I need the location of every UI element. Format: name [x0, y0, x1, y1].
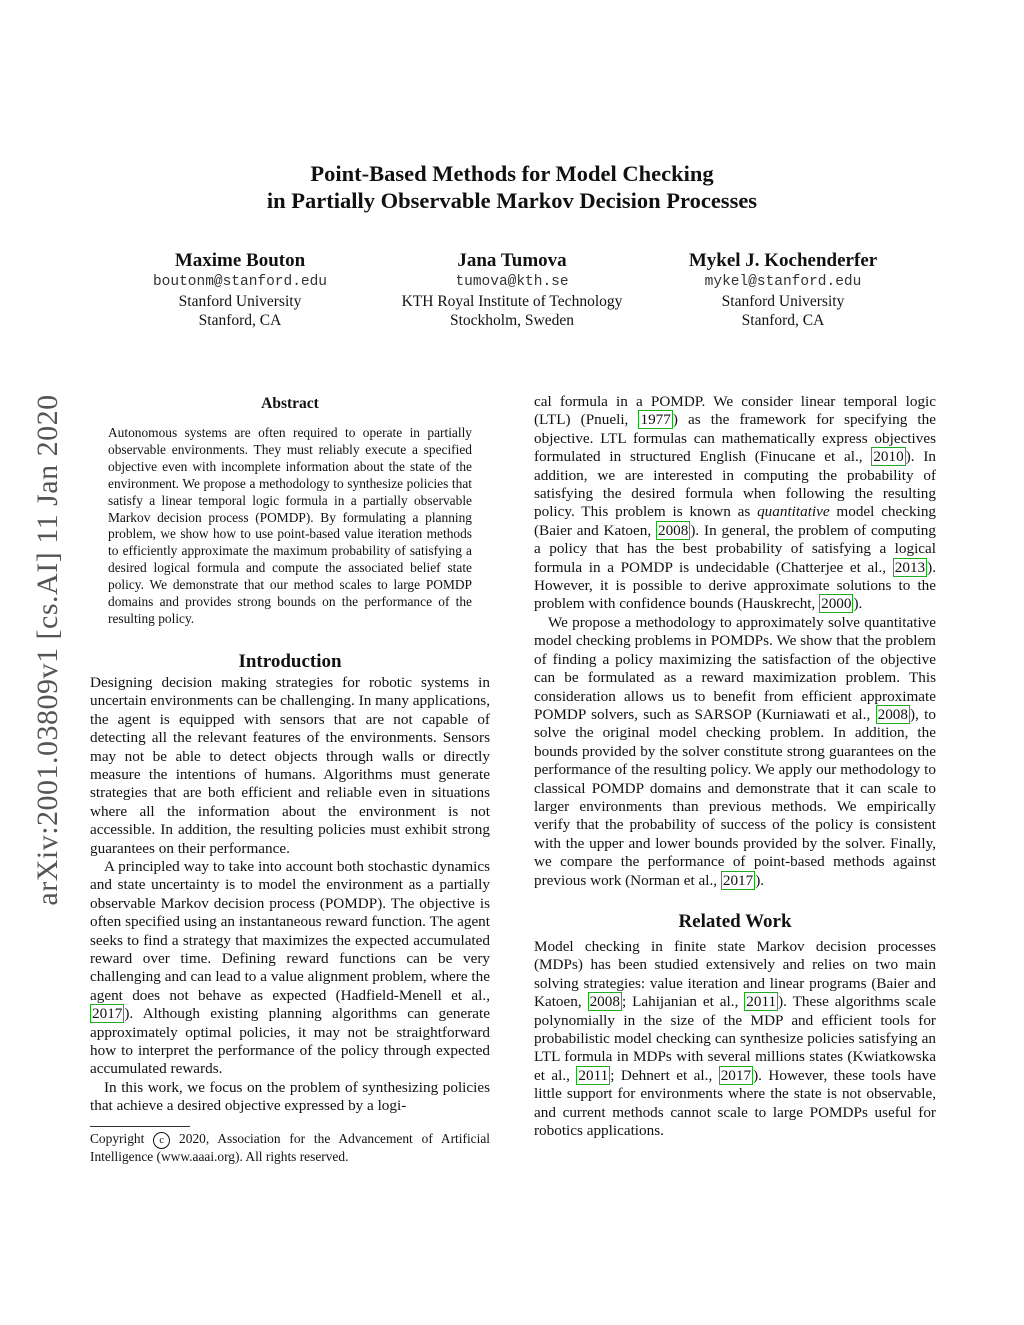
citation-link[interactable]: 2017 — [720, 1066, 752, 1084]
author-name: Jana Tumova — [457, 250, 567, 271]
citation-link[interactable]: 2008 — [657, 521, 689, 539]
intro-paragraph: We propose a methodology to approximately solve quantitative model checking problems in POMDPs. We show that the problem of finding a policy maximizing the satisfaction of the objective can be formulated as a reward maximization problem. This consideration allows us to benefit from efficient approximate POMDP solvers, such as SARSOP (Kurniawati et al., 2008 ), to solve the original model checking problem. In addition, the bounds provided by the solver constitute strong guarantees on the performance of the resulting policy. We apply our methodology to classical POMDP domains and demonstrate that it can scale to larger environments than previous methods. We empirically verify that the probability of success of the policy is consistent with the upper and lower bounds provided by the solver. Finally, we compare the performance of point-based methods against previous work (Norman et al., 2017 ). — [534, 613, 936, 889]
citation-link[interactable]: 2010 — [873, 448, 904, 466]
author-email: boutonm@stanford.edu — [152, 274, 328, 290]
author-affiliation: KTH Royal Institute of Technology — [401, 293, 623, 310]
intro-paragraph: cal formula in a POMDP. We consider linear temporal logic (LTL) (Pnueli, 1977 ) as the framework for specifying the objective. LTL formulas can mathematically express objectives formulated in structured English (Finucane et al., 2010 ). In addition, we are interested in computing the probability of satisfying the desired formula when following the resulting policy. This problem is known as quantitative model checking (Baier and Katoen, 2008 ). In general, the problem of computing a policy that has the best probability of satisfying a logical formula in a POMDP is undecidable (Chatterjee et al., 2013 ). However, it is possible to derive approximate solutions to the problem with confidence bounds (Hauskrecht, 2000 ). — [534, 393, 937, 613]
author-name: Maxime Bouton — [174, 250, 306, 271]
author-affiliation: Stanford University — [178, 293, 302, 310]
author-location: Stanford, CA — [741, 312, 825, 329]
author-email: tumova@kth.se — [455, 274, 569, 290]
abstract-text: Autonomous systems are often required to operate in partially observable environments. They must reliably execute a specified objective even with incomplete information about the state of the environment. We propose a methodology to synthesize policies that satisfy a linear temporal logic formula in a partially observable Markov decision process (POMDP). By formulating a planning problem, we show how to use point-based value iteration methods to efficiently approximate the maximum probability of satisfying a desired logical formula and compute the associated belief state policy. We demonstrate that our method scales to large POMDP domains and provides strong bounds on the performance of the resulting policy. — [108, 425, 472, 626]
author-name: Mykel J. Kochenderfer — [688, 250, 878, 271]
author-location: Stockholm, Sweden — [450, 312, 574, 329]
citation-link[interactable]: 2008 — [589, 993, 620, 1011]
intro-paragraph: A principled way to take into account both stochastic dynamics and state uncertainty is to model the environment as a partially observable Markov decision process (POMDP). The objective is often specified using an instantaneous reward function. The agent seeks to find a strategy that maximizes the expected accumulated reward over time. Defining reward functions can be very challenging and can lead to a value alignment problem, where the agent does not behave as expected (Hadfield-Menell et al., 2017 ). Although existing planning algorithms can generate approximately optimal policies, it may not be straightforward how to interpret the performance of the policy through expected accumulated rewards. — [90, 857, 490, 1078]
left-column — [90, 393, 490, 1165]
author-location: Stanford, CA — [198, 312, 282, 329]
intro-paragraph: In this work, we focus on the problem of synthesizing policies that achieve a desired objective expressed by a logi- — [90, 1078, 490, 1115]
copyright-symbol: c — [153, 1132, 170, 1149]
citation-link[interactable]: 2011 — [746, 993, 777, 1011]
title-line-1: Point-Based Methods for Model Checking — [310, 161, 714, 186]
title-line-2: in Partially Observable Markov Decision Processes — [266, 188, 758, 213]
author-block — [362, 250, 662, 330]
related-work-heading: Related Work — [678, 910, 792, 932]
citation-link[interactable]: 2000 — [821, 595, 852, 613]
abstract-heading: Abstract — [261, 395, 319, 412]
paper-title — [150, 160, 874, 214]
introduction-heading: Introduction — [238, 650, 342, 672]
citation-link[interactable]: 2011 — [578, 1066, 609, 1084]
related-work-paragraph: Model checking in finite state Markov decision processes (MDPs) has been studied extensively and relies on two main solving strategies: value iteration and linear programs (Baier and Katoen, 2008 ; Lahijanian et al., 2011 ). These algorithms scale polynomially in the size of the MDP and efficient tools for probabilistic model checking can synthesize policies satisfying an LTL formula in MDPs with several millions states (Kwiatkowska et al., 2011 ; Dehnert et al., 2017 ). However, these tools have little support for environments where the state is not observable, and current methods cannot scale to large POMDPs useful for robotics applications. — [534, 937, 937, 1140]
author-block — [90, 250, 390, 330]
copyright-footnote: Copyright c 2020, Association for the Advancement of Artificial Intelligence (www.aaai.org). All rights reserved. — [90, 1130, 491, 1164]
citation-link[interactable]: 2017 — [92, 1005, 123, 1023]
right-column — [534, 393, 936, 1140]
citation-link[interactable]: 2013 — [894, 558, 926, 576]
citation-link[interactable]: 2017 — [722, 871, 754, 889]
author-email: mykel@stanford.edu — [704, 274, 862, 290]
citation-link[interactable]: 1977 — [640, 411, 671, 429]
citation-link[interactable]: 2008 — [877, 705, 908, 723]
author-block — [633, 250, 933, 330]
intro-paragraph: Designing decision making strategies for robotic systems in uncertain environments can be challenging. In many applications, the agent is equipped with sensors that are not capable of detecting all the relevant features of the environments. Sensors may not be able to detect objects through walls or directly measure the intentions of humans. Algorithms must generate strategies that are both efficient and reliable even in situations where all the information about the environment is not accessible. In addition, the resulting policies must exhibit strong guarantees on their performance. — [90, 673, 490, 857]
footnote-rule — [90, 1126, 190, 1127]
author-affiliation: Stanford University — [721, 293, 845, 310]
